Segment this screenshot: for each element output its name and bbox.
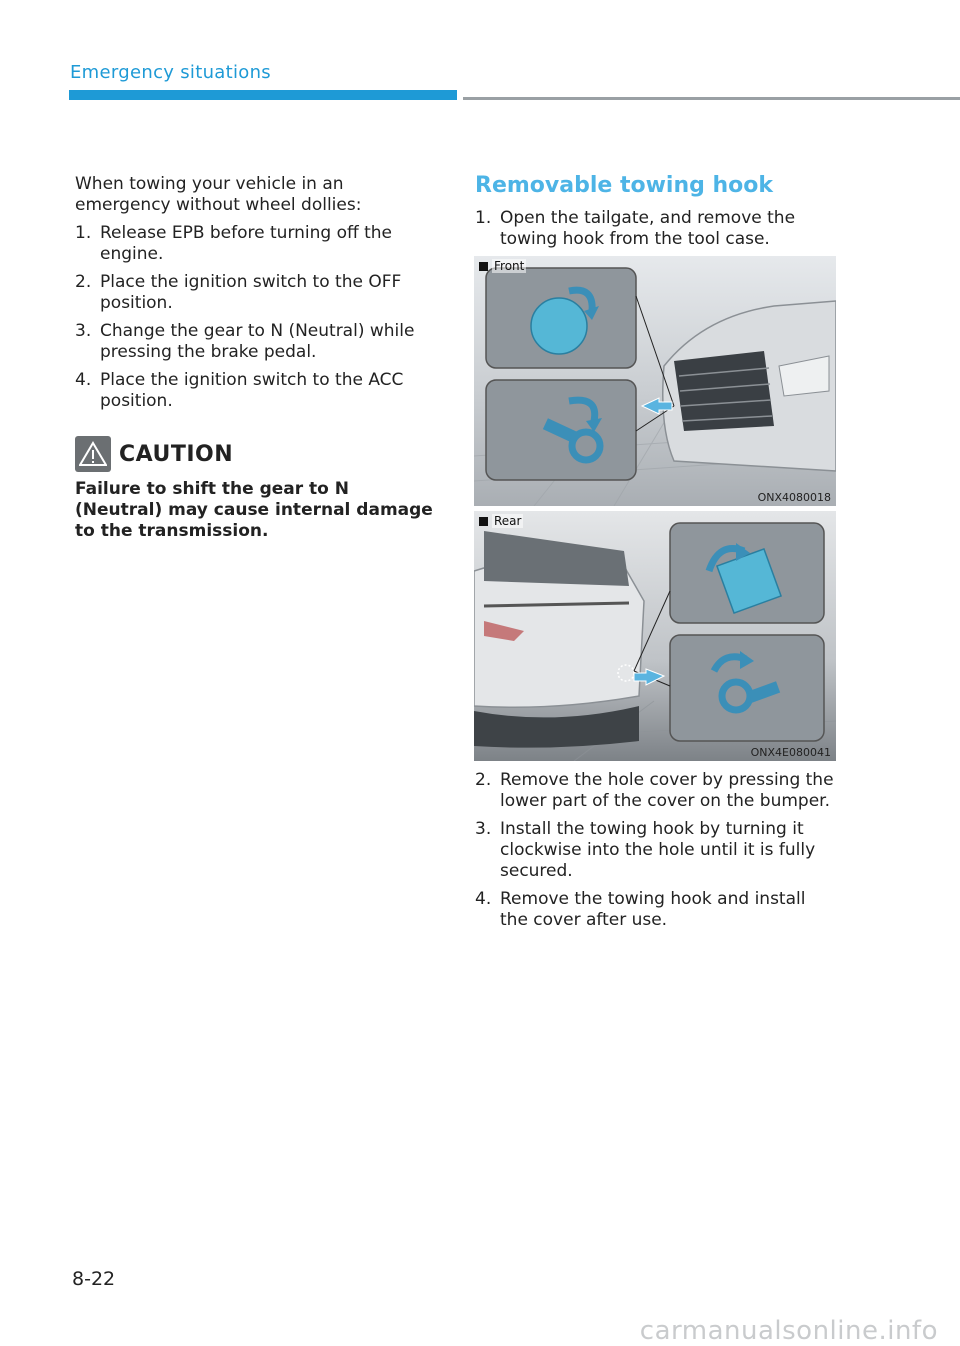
right-column xyxy=(475,172,837,257)
figure-label: Rear xyxy=(479,514,523,528)
figure-label: Front xyxy=(479,259,526,273)
figure-code: ONX4E080041 xyxy=(750,746,831,759)
header-rule xyxy=(463,97,960,100)
list-item: 3. Install the towing hook by turning it clockwise into the hole until it is fully secured. xyxy=(475,819,816,881)
front-towing-figure xyxy=(474,256,836,506)
caution-label: CAUTION xyxy=(119,441,234,467)
hook-steps xyxy=(475,770,837,931)
figure-code: ONX4080018 xyxy=(757,491,831,504)
warning-triangle-icon xyxy=(75,436,111,472)
section-header: Emergency situations xyxy=(70,62,271,83)
hook-step-1 xyxy=(475,208,837,250)
towing-intro: When towing your vehicle in an emergency without wheel dollies: xyxy=(75,174,362,215)
towing-steps xyxy=(75,223,425,412)
list-item: 1. Release EPB before turning off the engine. xyxy=(75,223,393,264)
list-item: 4. Remove the towing hook and install the cover after use. xyxy=(475,889,806,930)
page-number: 8-22 xyxy=(72,1268,116,1290)
section-title: Removable towing hook xyxy=(475,173,774,198)
caution-header xyxy=(75,436,435,472)
caution-box xyxy=(75,436,435,542)
list-item: 2. Remove the hole cover by pressing the lower part of the cover on the bumper. xyxy=(475,770,834,811)
list-item: 4. Place the ignition switch to the ACC position. xyxy=(75,370,404,411)
right-column-lower xyxy=(475,770,837,938)
rear-towing-figure xyxy=(474,511,836,761)
list-item: 3. Change the gear to N (Neutral) while pressing the brake pedal. xyxy=(75,321,415,362)
header-accent-bar xyxy=(69,90,457,100)
left-column xyxy=(75,174,425,419)
watermark: carmanualsonline.info xyxy=(639,1316,938,1346)
list-item: 2. Place the ignition switch to the OFF position. xyxy=(75,272,402,313)
list-item: 1. Open the tailgate, and remove the towing hook from the tool case. xyxy=(475,208,796,249)
caution-text: Failure to shift the gear to N (Neutral) may cause internal damage to the transmission. xyxy=(75,479,433,541)
